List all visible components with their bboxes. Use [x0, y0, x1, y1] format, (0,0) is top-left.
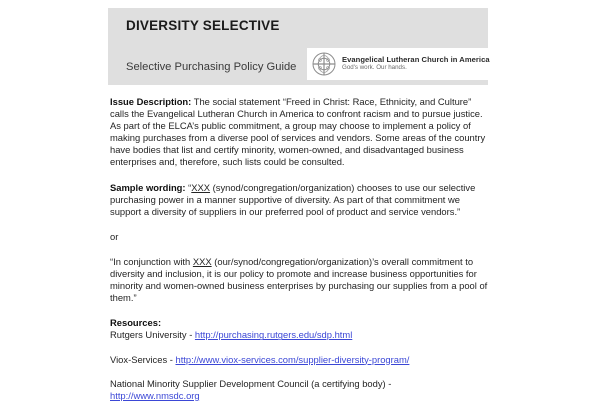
sample-wording-text-before: “: [185, 181, 192, 193]
alternate-wording-placeholder: XXX: [192, 255, 212, 267]
resources-heading: [110, 317, 490, 329]
elca-logo-lockup: [307, 48, 496, 80]
elca-celtic-cross-logo-icon: [312, 52, 336, 76]
resource-item-nmsdc: [110, 378, 490, 402]
sample-wording-text-after: (synod/congregation/organization) chooses to use our selective purchasing power in a manner supportive of diversity. As part of that commitment we support a diversity of suppliers in our preferred pool of product and service vendors.”: [110, 181, 476, 217]
resources-heading-label: Resources:: [110, 317, 162, 329]
page-title: DIVERSITY SELECTIVE: [126, 18, 280, 33]
issue-description-text: The social statement “Freed in Christ: Race, Ethnicity, and Culture” calls the Evangelical Lutheran Church in America to confront racism and to pursue justice. As part of the ELCA’s public commitment, a group may choose to implement a policy of making purchases from a diverse pool of services and vendors. Some areas of the country have bodies that list and certify minority, women-owned, and disadvantaged business enterprises and, therefore, such lists could be consulted.: [110, 96, 486, 168]
resource-link-nmsdc[interactable]: http://www.nmsdc.org: [110, 389, 200, 401]
resource-item-rutgers: [110, 329, 490, 341]
issue-description-paragraph: [110, 96, 490, 169]
issue-description-label: Issue Description:: [110, 96, 192, 107]
resource-link-viox[interactable]: http://www.viox-services.com/supplier-diversity-program/: [175, 353, 410, 365]
resource-label-nmsdc: National Minority Supplier Development Council (a certifying body) -: [110, 377, 392, 389]
logo-organization-name: Evangelical Lutheran Church in America: [342, 54, 490, 64]
alternate-wording-paragraph: [110, 256, 490, 304]
alternate-wording-text-after: (our/synod/congregation/organization)’s overall commitment to diversity and inclusion, it is our policy to promote and increase business opportunities for minority and women-owned business enterprises by purchasing our supplies from a pool of them.”: [110, 255, 488, 304]
sample-wording-placeholder: XXX: [191, 181, 211, 193]
sample-wording-paragraph: [110, 182, 490, 218]
or-separator: or: [110, 230, 119, 242]
resource-label-viox: Viox-Services -: [110, 353, 176, 365]
document-body: [110, 96, 490, 402]
sample-wording-label: Sample wording:: [110, 181, 186, 193]
alternate-wording-text-before: “In conjunction with: [110, 255, 193, 267]
resource-item-viox: [110, 354, 490, 366]
logo-tagline: God's work. Our hands.: [342, 64, 407, 72]
page-subtitle: Selective Purchasing Policy Guide: [126, 61, 297, 73]
resource-label-rutgers: Rutgers University -: [110, 329, 195, 341]
resource-link-rutgers[interactable]: http://purchasing.rutgers.edu/sdp.html: [194, 329, 353, 341]
